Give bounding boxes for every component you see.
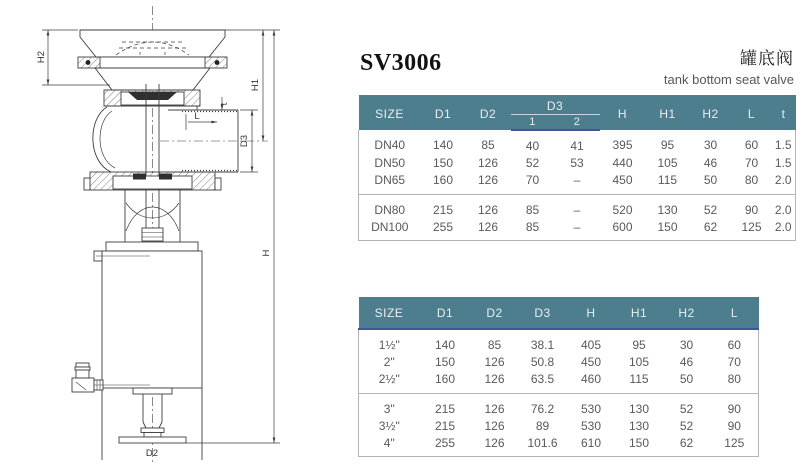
table-cell: 30 <box>703 138 718 152</box>
table-cell: 52 <box>690 195 732 219</box>
table-cell: 460 <box>580 371 602 386</box>
table-cell: 215 <box>421 195 466 219</box>
column-header-d3-1: 1 <box>511 115 555 131</box>
table-cell: 255 <box>432 219 454 234</box>
table-cell: 126 <box>471 394 519 418</box>
table-cell: 215 <box>434 418 456 433</box>
table-cell: 3" <box>359 394 420 418</box>
valve-section-drawing <box>0 0 345 476</box>
table-cell: 85 <box>487 337 502 352</box>
table-cell: DN100 <box>371 219 409 234</box>
table-cell: DN65 <box>374 172 406 187</box>
table-cell: 440 <box>612 155 633 170</box>
table-cell: 85 <box>525 219 540 234</box>
column-header-d1: D1 <box>421 95 466 130</box>
table-cell: 126 <box>466 195 511 219</box>
table-cell: 95 <box>660 138 675 152</box>
table-cell: 140 <box>432 138 454 152</box>
table-cell: 405 <box>580 337 602 352</box>
label-d2: D2 <box>145 448 159 459</box>
table-cell: 4" <box>383 435 395 450</box>
table-cell: 126 <box>484 371 505 386</box>
table-cell: 126 <box>484 354 505 369</box>
bonnet-cone <box>95 68 210 90</box>
table-cell: 2.0 <box>772 195 796 219</box>
table-cell: 115 <box>657 172 678 187</box>
neck-clamp <box>104 90 200 106</box>
table-cell: 150 <box>657 219 678 234</box>
table-cell: 530 <box>567 394 616 418</box>
model-number: SV3006 <box>360 50 442 76</box>
column-header-t: t <box>772 95 796 130</box>
column-header-h1: H1 <box>646 95 690 130</box>
table-cell: 125 <box>724 435 745 450</box>
table-cell: 89 <box>535 418 550 433</box>
label-l: L <box>194 111 200 122</box>
table-cell: 53 <box>570 155 584 170</box>
table-cell: 90 <box>727 418 741 433</box>
table-cell: 95 <box>632 337 646 352</box>
table-cell: 395 <box>612 138 633 152</box>
table-cell: 80 <box>727 371 741 386</box>
table-cell: – <box>573 172 581 187</box>
table-cell: 50.8 <box>530 354 555 369</box>
table-cell: DN80 <box>359 195 421 219</box>
table-cell: 63.5 <box>530 371 555 386</box>
valve-body-outline <box>72 6 268 464</box>
inch-size-spec-table <box>358 297 759 457</box>
table-cell: 2.0 <box>774 219 792 234</box>
table-row <box>359 353 759 370</box>
table-cell: 60 <box>727 337 741 352</box>
table1-header <box>359 95 796 130</box>
table-cell: 62 <box>679 435 694 450</box>
table-cell: 115 <box>629 371 649 386</box>
dn-size-spec-table <box>358 95 796 241</box>
table-cell: 450 <box>580 354 602 369</box>
table-cell: 125 <box>741 219 762 234</box>
table-cell: DN50 <box>374 155 406 170</box>
table-cell: 140 <box>434 337 456 352</box>
table-cell: 2½" <box>378 371 400 386</box>
table-cell: 126 <box>484 435 505 450</box>
table-cell: 2" <box>383 354 395 369</box>
table-cell: 126 <box>484 418 505 433</box>
column-header-h1: H1 <box>616 297 663 329</box>
column-header-l: L <box>711 297 759 329</box>
table-cell: 52 <box>679 418 694 433</box>
table-cell: 3½" <box>378 418 400 433</box>
table-cell: 46 <box>703 155 718 170</box>
lower-clamp-flange <box>84 172 221 190</box>
table-cell: 450 <box>612 172 633 187</box>
column-header-h: H <box>600 95 646 130</box>
dimension-l <box>186 114 217 130</box>
table-cell: 150 <box>432 155 454 170</box>
column-header-d3-2: 2 <box>555 115 600 131</box>
table-cell: 50 <box>679 371 694 386</box>
column-header-d1: D1 <box>420 297 471 329</box>
table-row <box>359 417 759 434</box>
column-header-size: SIZE <box>359 297 420 329</box>
table-cell: 101.6 <box>527 435 558 450</box>
table-cell: 160 <box>434 371 456 386</box>
table2-body <box>359 329 759 457</box>
table-cell: 130 <box>646 195 690 219</box>
table-cell: 30 <box>679 337 694 352</box>
table-cell: 126 <box>477 155 499 170</box>
table-cell: 90 <box>711 394 759 418</box>
label-d3: D3 <box>239 134 250 148</box>
product-title-english: tank bottom seat valve <box>663 72 794 87</box>
table-cell: 610 <box>580 435 602 450</box>
table-cell: 41 <box>570 138 584 153</box>
column-header-h2: H2 <box>690 95 732 130</box>
table-row <box>359 154 796 171</box>
table-cell: DN40 <box>374 138 406 152</box>
column-header-l: L <box>732 95 772 130</box>
table-cell: 600 <box>612 219 633 234</box>
table-cell: 52 <box>663 394 711 418</box>
actuator-cylinder <box>102 242 202 460</box>
table1-body <box>359 130 796 241</box>
label-h: H <box>261 249 272 257</box>
table-cell: – <box>573 219 581 234</box>
table-cell: 52 <box>525 155 540 170</box>
table-cell: 60 <box>744 138 759 152</box>
table-cell: 105 <box>628 354 650 369</box>
table-cell: 160 <box>432 172 454 187</box>
table-row <box>359 195 796 219</box>
label-h2: H2 <box>36 50 47 64</box>
table-row <box>359 394 759 418</box>
column-header-d2: D2 <box>471 297 519 329</box>
table-cell: 70 <box>525 172 540 187</box>
table-row <box>359 434 759 457</box>
product-title-chinese: 罐底阀 <box>740 49 794 68</box>
table-cell: 520 <box>600 195 646 219</box>
table-cell: 255 <box>434 435 456 450</box>
table-cell: 46 <box>679 354 694 369</box>
table-cell: 76.2 <box>519 394 567 418</box>
table-cell: 126 <box>477 219 499 234</box>
table-cell: 130 <box>616 394 663 418</box>
table-cell: 50 <box>703 172 718 187</box>
table-cell: 105 <box>657 155 678 170</box>
table-cell: 130 <box>628 418 650 433</box>
title-block <box>664 44 794 87</box>
table-cell: 85 <box>481 138 495 152</box>
table-cell: 1.5 <box>774 138 792 152</box>
table-row <box>359 370 759 394</box>
table-cell: 215 <box>420 394 471 418</box>
table-cell: 126 <box>477 172 499 187</box>
table-cell: 530 <box>580 418 602 433</box>
table-cell: 40 <box>525 138 540 153</box>
table-cell: – <box>555 195 600 219</box>
table-cell: 85 <box>511 195 555 219</box>
table-cell: 1½" <box>378 337 400 352</box>
table-cell: 90 <box>732 195 772 219</box>
table-row <box>359 329 759 353</box>
column-header-d3: D3 <box>519 297 567 329</box>
table-cell: 38.1 <box>530 337 555 352</box>
column-header-d3: D3 <box>511 95 600 115</box>
table-row <box>359 171 796 195</box>
table-cell: 150 <box>628 435 650 450</box>
table-row <box>359 218 796 241</box>
table-row <box>359 130 796 154</box>
table-cell: 150 <box>434 354 456 369</box>
table-cell: 62 <box>703 219 718 234</box>
table-cell: 70 <box>744 155 759 170</box>
label-h1: H1 <box>250 78 261 92</box>
table-cell: 1.5 <box>774 155 792 170</box>
table-cell: 70 <box>727 354 741 369</box>
column-header-h2: H2 <box>663 297 711 329</box>
column-header-size: SIZE <box>359 95 421 130</box>
upper-clamp-ring <box>78 57 227 68</box>
table-cell: 2.0 <box>774 172 792 187</box>
column-header-h: H <box>567 297 616 329</box>
column-header-d2: D2 <box>466 95 511 130</box>
table-cell: 80 <box>744 172 759 187</box>
table2-header <box>359 297 759 329</box>
label-t: t <box>219 102 230 106</box>
